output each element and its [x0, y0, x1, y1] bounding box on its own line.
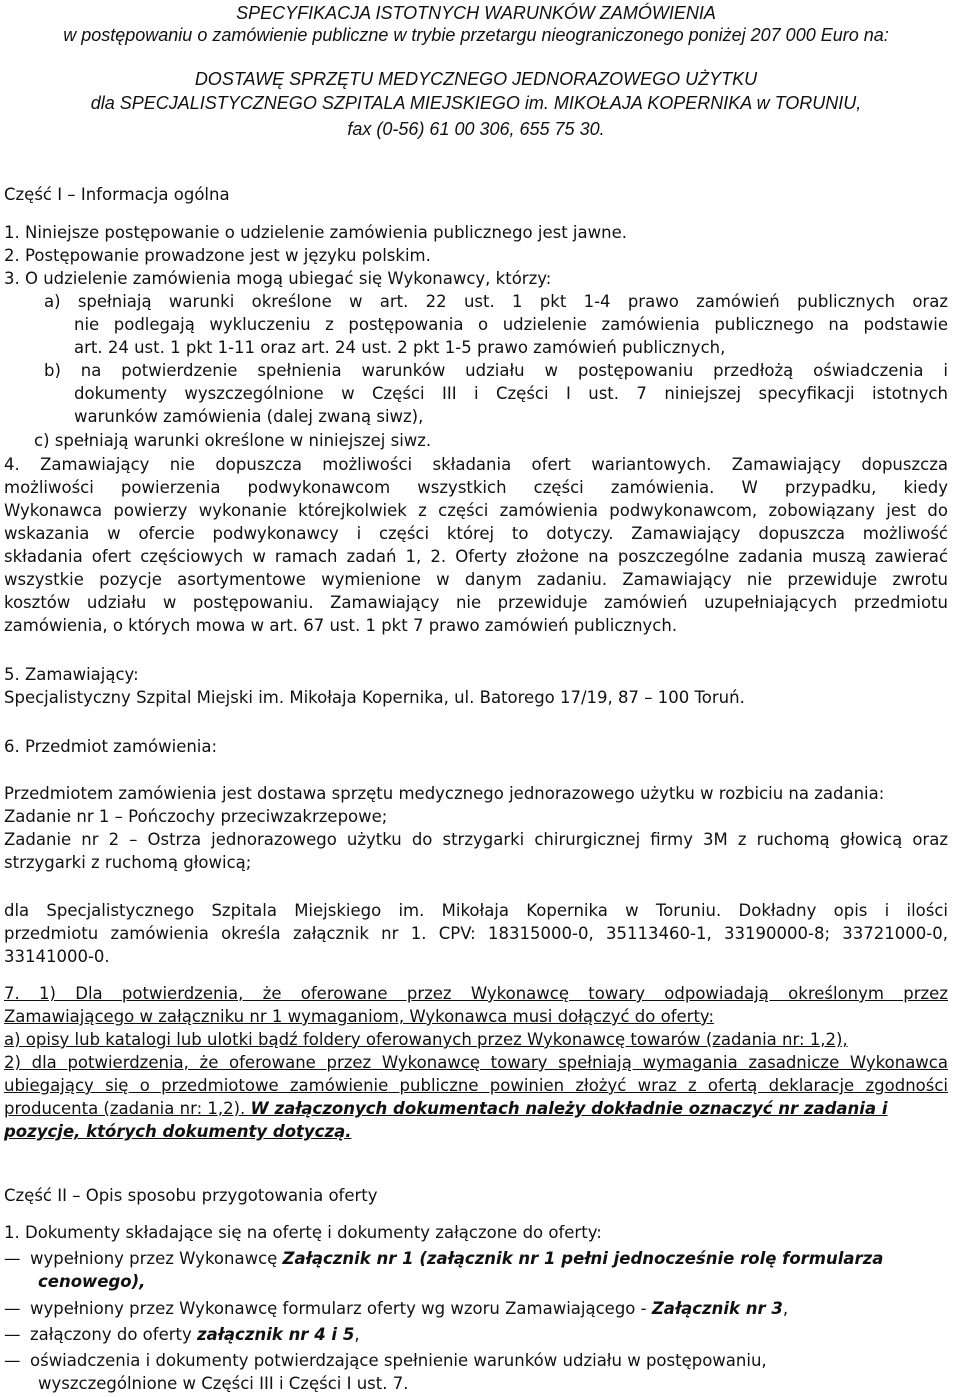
subject-line-1: DOSTAWĘ SPRZĘTU MEDYCZNEGO JEDNORAZOWEGO UŻYTKU	[194, 69, 758, 89]
point6-line7: 33141000-0.	[4, 947, 110, 966]
point6-task2-line2: strzygarki z ruchomą głowicą;	[4, 853, 252, 872]
point4-line2: możliwości powierzenia podwykonawcom wszystkich części zamówienia. W przypadku, kiedy	[4, 478, 948, 497]
point7-line1: 7. 1) Dla potwierdzenia, że oferowane przez Wykonawcę towary odpowiadają określonym przez	[4, 984, 948, 1003]
point7-line5: ubiegający się o przedmiotowe zamówienie publiczne powinien złożyć wraz z ofertą deklaracje zgodności	[4, 1076, 948, 1095]
bullet3-emphasis: załącznik nr 4 i 5	[197, 1325, 355, 1344]
dash-bullet-icon: —	[4, 1325, 21, 1344]
bullet3-text: załączony do oferty	[30, 1325, 197, 1344]
part2-bullet-4	[4, 1350, 948, 1372]
point5-heading: 5. Zamawiający:	[4, 665, 139, 684]
point4-line1: 4. Zamawiający nie dopuszcza możliwości składania ofert wariantowych. Zamawiający dopuszcza	[4, 455, 948, 474]
part1-point-2: 2. Postępowanie prowadzone jest w języku polskim.	[4, 246, 431, 265]
part2-heading: Część II – Opis sposobu przygotowania oferty	[4, 1186, 378, 1205]
part2-bullet-4-cont: wyszczególnione w Części III i Części I ust. 7.	[38, 1374, 409, 1393]
point7-line6-emphasis: W załączonych dokumentach należy dokładnie oznaczyć nr zadania i	[250, 1099, 888, 1118]
part2-point-1: 1. Dokumenty składające się na ofertę i dokumenty załączone do oferty:	[4, 1223, 602, 1242]
point3-item-c: c) spełniają warunki określone w niniejszej siwz.	[34, 431, 432, 450]
point6-line6: przedmiotu zamówienia określa załącznik nr 1. CPV: 18315000-0, 35113460-1, 33190000-8; 33721000-0,	[4, 924, 948, 943]
bullet2-comma: ,	[782, 1299, 789, 1318]
point7-line7: pozycje, których dokumenty dotyczą.	[4, 1122, 352, 1141]
point4-line6: wszystkie pozycje asortymentowe wymienione w danym zadaniu. Zamawiający nie przewiduje zwrotu	[4, 570, 948, 589]
dash-bullet-icon: —	[4, 1249, 21, 1268]
bullet3-comma: ,	[354, 1325, 360, 1344]
part1-point-1: 1. Niniejsze postępowanie o udzielenie zamówienia publicznego jest jawne.	[4, 223, 627, 242]
point6-line1: Przedmiotem zamówienia jest dostawa sprzętu medycznego jednorazowego użytku w rozbiciu na zadania:	[4, 784, 885, 803]
point7-line4: 2) dla potwierdzenia, że oferowane przez Wykonawcę towary spełniają wymagania zasadnicze Wykonawca	[4, 1053, 948, 1072]
point5-text: Specjalistyczny Szpital Miejski im. Mikołaja Kopernika, ul. Batorego 17/19, 87 – 100 Toruń.	[4, 688, 745, 707]
point7-line3: a) opisy lub katalogi lub ulotki bądź foldery oferowanych przez Wykonawcę towarów (zadania nr: 1,2),	[4, 1030, 848, 1049]
point4-line7: kosztów udziału w postępowaniu. Zamawiający nie przewiduje zamówień uzupełniających przedmiotu	[4, 593, 948, 612]
point4-line3: Wykonawca powierzy wykonanie którejkolwiek z części zamówienia podwykonawcom, zobowiązany jest do	[4, 501, 948, 520]
point7-line6-text: producenta (zadania nr: 1,2).	[4, 1099, 251, 1118]
point3-item-a-line2: nie podlegają wykluczeniu z postępowania o udzielenie zamówienia publicznego na podstawie	[74, 315, 948, 334]
bullet2-text: wypełniony przez Wykonawcę formularz oferty wg wzoru Zamawiającego -	[30, 1299, 652, 1318]
part2-bullet-2	[4, 1298, 948, 1320]
bullet1-emphasis: Załącznik nr 1 (załącznik nr 1 pełni jednocześnie rolę formularza	[282, 1249, 884, 1268]
point4-line8: zamówienia, o których mowa w art. 67 ust. 1 pkt 7 prawo zamówień publicznych.	[4, 616, 678, 635]
point3-item-b-line2: dokumenty wyszczególnione w Części III i Części I ust. 7 niniejszej specyfikacji istotnych	[74, 384, 948, 403]
point7-line6	[4, 1098, 948, 1120]
point7-line2: Zamawiającego w załączniku nr 1 wymaganiom, Wykonawca musi dołączyć do oferty:	[4, 1007, 715, 1026]
subject-line-3: fax (0-56) 61 00 306, 655 75 30.	[347, 119, 605, 139]
part1-point-3: 3. O udzielenie zamówienia mogą ubiegać się Wykonawcy, którzy:	[4, 269, 552, 288]
point3-item-b-line3: warunków zamówienia (dalej zwaną siwz),	[74, 407, 424, 426]
document-title: SPECYFIKACJA ISTOTNYCH WARUNKÓW ZAMÓWIENIA	[236, 3, 716, 23]
dash-bullet-icon: —	[4, 1351, 21, 1370]
subject-line-2: dla SPECJALISTYCZNEGO SZPITALA MIEJSKIEGO im. MIKOŁAJA KOPERNIKA w TORUNIU,	[90, 93, 862, 113]
point4-line5: składania ofert częściowych w ramach zadań 1, 2. Oferty złożone na poszczególne zadania muszą zawierać	[4, 547, 948, 566]
part2-bullet-1-cont: cenowego),	[38, 1272, 146, 1291]
point6-task1: Zadanie nr 1 – Pończochy przeciwzakrzepowe;	[4, 807, 388, 826]
bullet1-text: wypełniony przez Wykonawcę	[30, 1249, 283, 1268]
dash-bullet-icon: —	[4, 1299, 21, 1318]
point6-heading: 6. Przedmiot zamówienia:	[4, 737, 218, 756]
point3-item-a-line1: a) spełniają warunki określone w art. 22 ust. 1 pkt 1-4 prawo zamówień publicznych oraz	[44, 292, 948, 311]
point3-item-a-line3: art. 24 ust. 1 pkt 1-11 oraz art. 24 ust. 2 pkt 1-5 prawo zamówień publicznych,	[74, 338, 726, 357]
point3-item-b-line1: b) na potwierdzenie spełnienia warunków udziału w postępowaniu przedłożą oświadczenia i	[44, 361, 948, 380]
part1-heading: Część I – Informacja ogólna	[4, 185, 230, 204]
bullet4-text: oświadczenia i dokumenty potwierdzające spełnienie warunków udziału w postępowaniu,	[30, 1351, 767, 1370]
point6-task2-line1: Zadanie nr 2 – Ostrza jednorazowego użytku do strzygarki chirurgicznej firmy 3M z ruchomą głowicą oraz	[4, 830, 948, 849]
document-subtitle: w postępowaniu o zamówienie publiczne w trybie przetargu nieograniczonego poniżej 207 000 Euro na:	[63, 25, 889, 45]
part2-bullet-1	[4, 1248, 948, 1270]
point4-line4: wskazania w ofercie podwykonawcy i części której to dotyczy. Zamawiający dopuszcza możliwość	[4, 524, 948, 543]
bullet2-emphasis: Załącznik nr 3	[651, 1299, 783, 1318]
point6-line5: dla Specjalistycznego Szpitala Miejskiego im. Mikołaja Kopernika w Toruniu. Dokładny opis i ilości	[4, 901, 948, 920]
part2-bullet-3	[4, 1324, 948, 1346]
